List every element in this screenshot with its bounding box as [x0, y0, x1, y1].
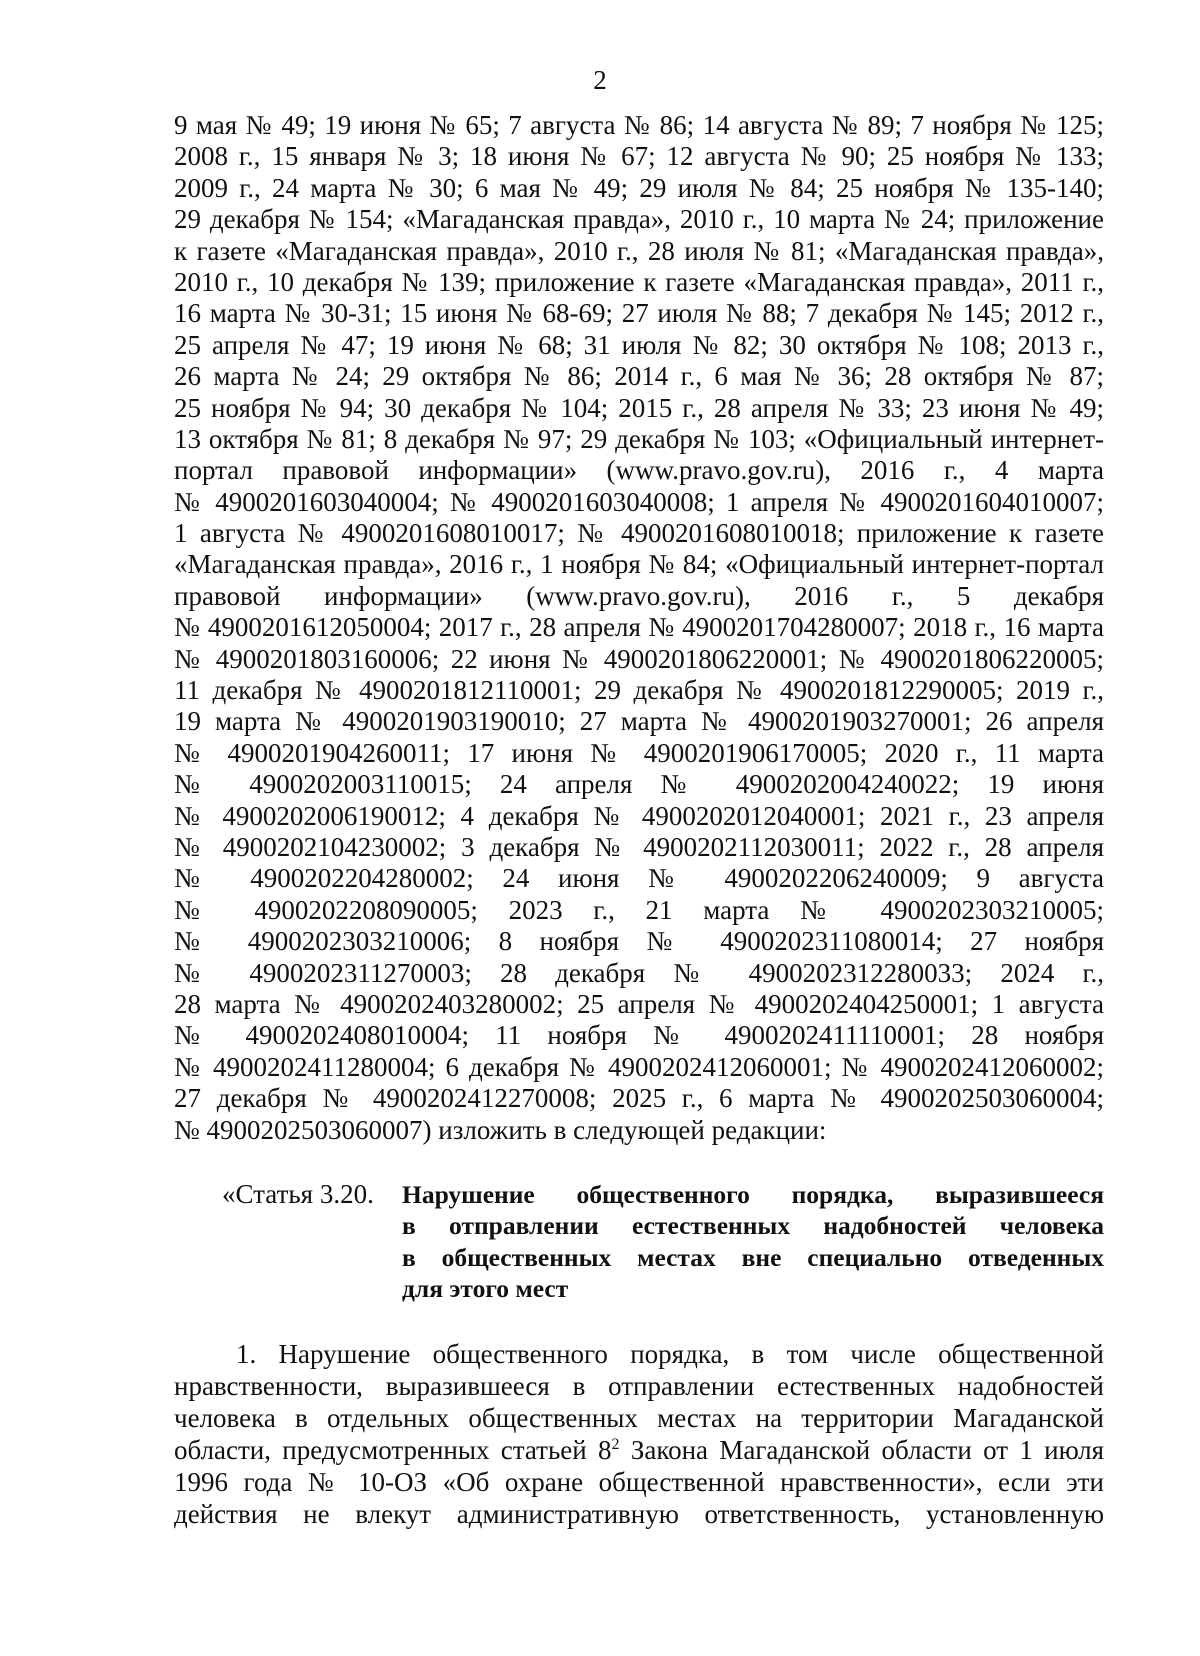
text-line: 9 мая № 49; 19 июня № 65; 7 августа № 86; 14 августа № 89; 7 ноября № 125; — [174, 110, 1104, 140]
paragraph-line — [174, 1434, 1104, 1466]
paragraph-line: человека в отдельных общественных местах на территории Магаданской — [174, 1403, 1104, 1433]
text-line: 28 марта № 4900202403280002; 25 апреля № 4900202404250001; 1 августа — [174, 988, 1104, 1019]
text-line: № 4900202006190012; 4 декабря № 4900202012040001; 2021 г., 23 апреля — [174, 800, 1104, 831]
text-line: № 4900202003110015; 24 апреля № 4900202004240022; 19 июня — [174, 769, 1104, 800]
text-line: № 4900202411280004; 6 декабря № 4900202412060001; № 4900202412060002; — [174, 1051, 1104, 1082]
text-line: № 4900202208090005; 2023 г., 21 марта № 4900202303210005; — [174, 894, 1104, 925]
text-line: № 4900201803160006; 22 июня № 4900201806220001; № 4900201806220005; — [174, 643, 1104, 674]
text-line: портал правовой информации» (www.pravo.gov.ru), 2016 г., 4 марта — [174, 455, 1104, 486]
text-line: «Магаданская правда», 2016 г., 1 ноября № 84; «Официальный интернет-портал — [174, 549, 1104, 580]
article-title-line: Нарушение общественного порядка, выразившееся — [402, 1180, 1104, 1209]
paragraph-text: Закона Магаданской области от 1 июля — [619, 1435, 1104, 1465]
text-line: 16 марта № 30-31; 15 июня № 68-69; 27 июля № 88; 7 декабря № 145; 2012 г., — [174, 298, 1104, 329]
text-line: № 4900202303210006; 8 ноября № 4900202311080014; 27 ноября — [174, 926, 1104, 957]
article-paragraph — [174, 1338, 1104, 1530]
text-line: № 4900202408010004; 11 ноября № 4900202411110001; 28 ноября — [174, 1020, 1104, 1051]
superscript: 2 — [611, 1436, 620, 1453]
text-line: 25 апреля № 47; 19 июня № 68; 31 июля № 82; 30 октября № 108; 2013 г., — [174, 329, 1104, 360]
text-line: 2009 г., 24 марта № 30; 6 мая № 49; 29 июля № 84; 25 ноября № 135-140; — [174, 172, 1104, 203]
text-line: 19 марта № 4900201903190010; 27 марта № 4900201903270001; 26 апреля — [174, 706, 1104, 737]
text-line: 2008 г., 15 января № 3; 18 июня № 67; 12 августа № 90; 25 ноября № 133; — [174, 141, 1104, 172]
paragraph-line: нравственности, выразившееся в отправлении естественных надобностей — [174, 1371, 1104, 1401]
text-line: 26 марта № 24; 29 октября № 86; 2014 г., 6 мая № 36; 28 октября № 87; — [174, 361, 1104, 392]
paragraph-text: области, предусмотренных статьей 8 — [174, 1435, 612, 1465]
article-title — [402, 1179, 1104, 1305]
text-line: 11 декабря № 4900201812110001; 29 декабря № 4900201812290005; 2019 г., — [174, 675, 1104, 706]
text-line: 29 декабря № 154; «Магаданская правда», 2010 г., 10 марта № 24; приложение — [174, 204, 1104, 235]
reference-list-text — [174, 110, 1104, 1146]
text-line: правовой информации» (www.pravo.gov.ru), 2016 г., 5 декабря — [174, 580, 1104, 611]
paragraph-line: 1. Нарушение общественного порядка, в том числе общественной — [236, 1339, 1104, 1369]
text-line: к газете «Магаданская правда», 2010 г., 28 июля № 81; «Магаданская правда», — [174, 235, 1104, 266]
text-line: № 4900202104230002; 3 декабря № 4900202112030011; 2022 г., 28 апреля — [174, 831, 1104, 862]
article-title-line: в отправлении естественных надобностей человека — [402, 1211, 1104, 1241]
paragraph-line: 1996 года № 10-ОЗ «Об охране общественной нравственности», если эти — [174, 1467, 1104, 1497]
article-label: «Статья 3.20. — [222, 1179, 374, 1209]
text-line: 25 ноября № 94; 30 декабря № 104; 2015 г., 28 апреля № 33; 23 июня № 49; — [174, 392, 1104, 423]
text-line: 1 августа № 4900201608010017; № 4900201608010018; приложение к газете — [174, 518, 1104, 549]
paragraph-line: действия не влекут административную ответственность, установленную — [174, 1499, 1104, 1529]
text-line: № 4900201603040004; № 4900201603040008; 1 апреля № 4900201604010007; — [174, 486, 1104, 517]
article-title-line: для этого мест — [402, 1274, 569, 1304]
text-line: 27 декабря № 4900202412270008; 2025 г., 6 марта № 4900202503060004; — [174, 1083, 1104, 1114]
article-title-line: в общественных местах вне специально отведенных — [402, 1242, 1104, 1272]
text-line: № 4900202311270003; 28 декабря № 4900202312280033; 2024 г., — [174, 957, 1104, 988]
text-line: № 4900202204280002; 24 июня № 4900202206240009; 9 августа — [174, 863, 1104, 894]
text-line: 2010 г., 10 декабря № 139; приложение к газете «Магаданская правда», 2011 г., — [174, 266, 1104, 297]
text-line: 13 октября № 81; 8 декабря № 97; 29 декабря № 103; «Официальный интернет- — [174, 423, 1104, 454]
page-number: 2 — [593, 65, 607, 95]
text-line: № 4900201904260011; 17 июня № 4900201906170005; 2020 г., 11 марта — [174, 737, 1104, 768]
text-line: № 4900201612050004; 2017 г., 28 апреля № 4900201704280007; 2018 г., 16 марта — [174, 612, 1104, 643]
text-line: № 4900202503060007) изложить в следующей редакции: — [174, 1114, 827, 1145]
